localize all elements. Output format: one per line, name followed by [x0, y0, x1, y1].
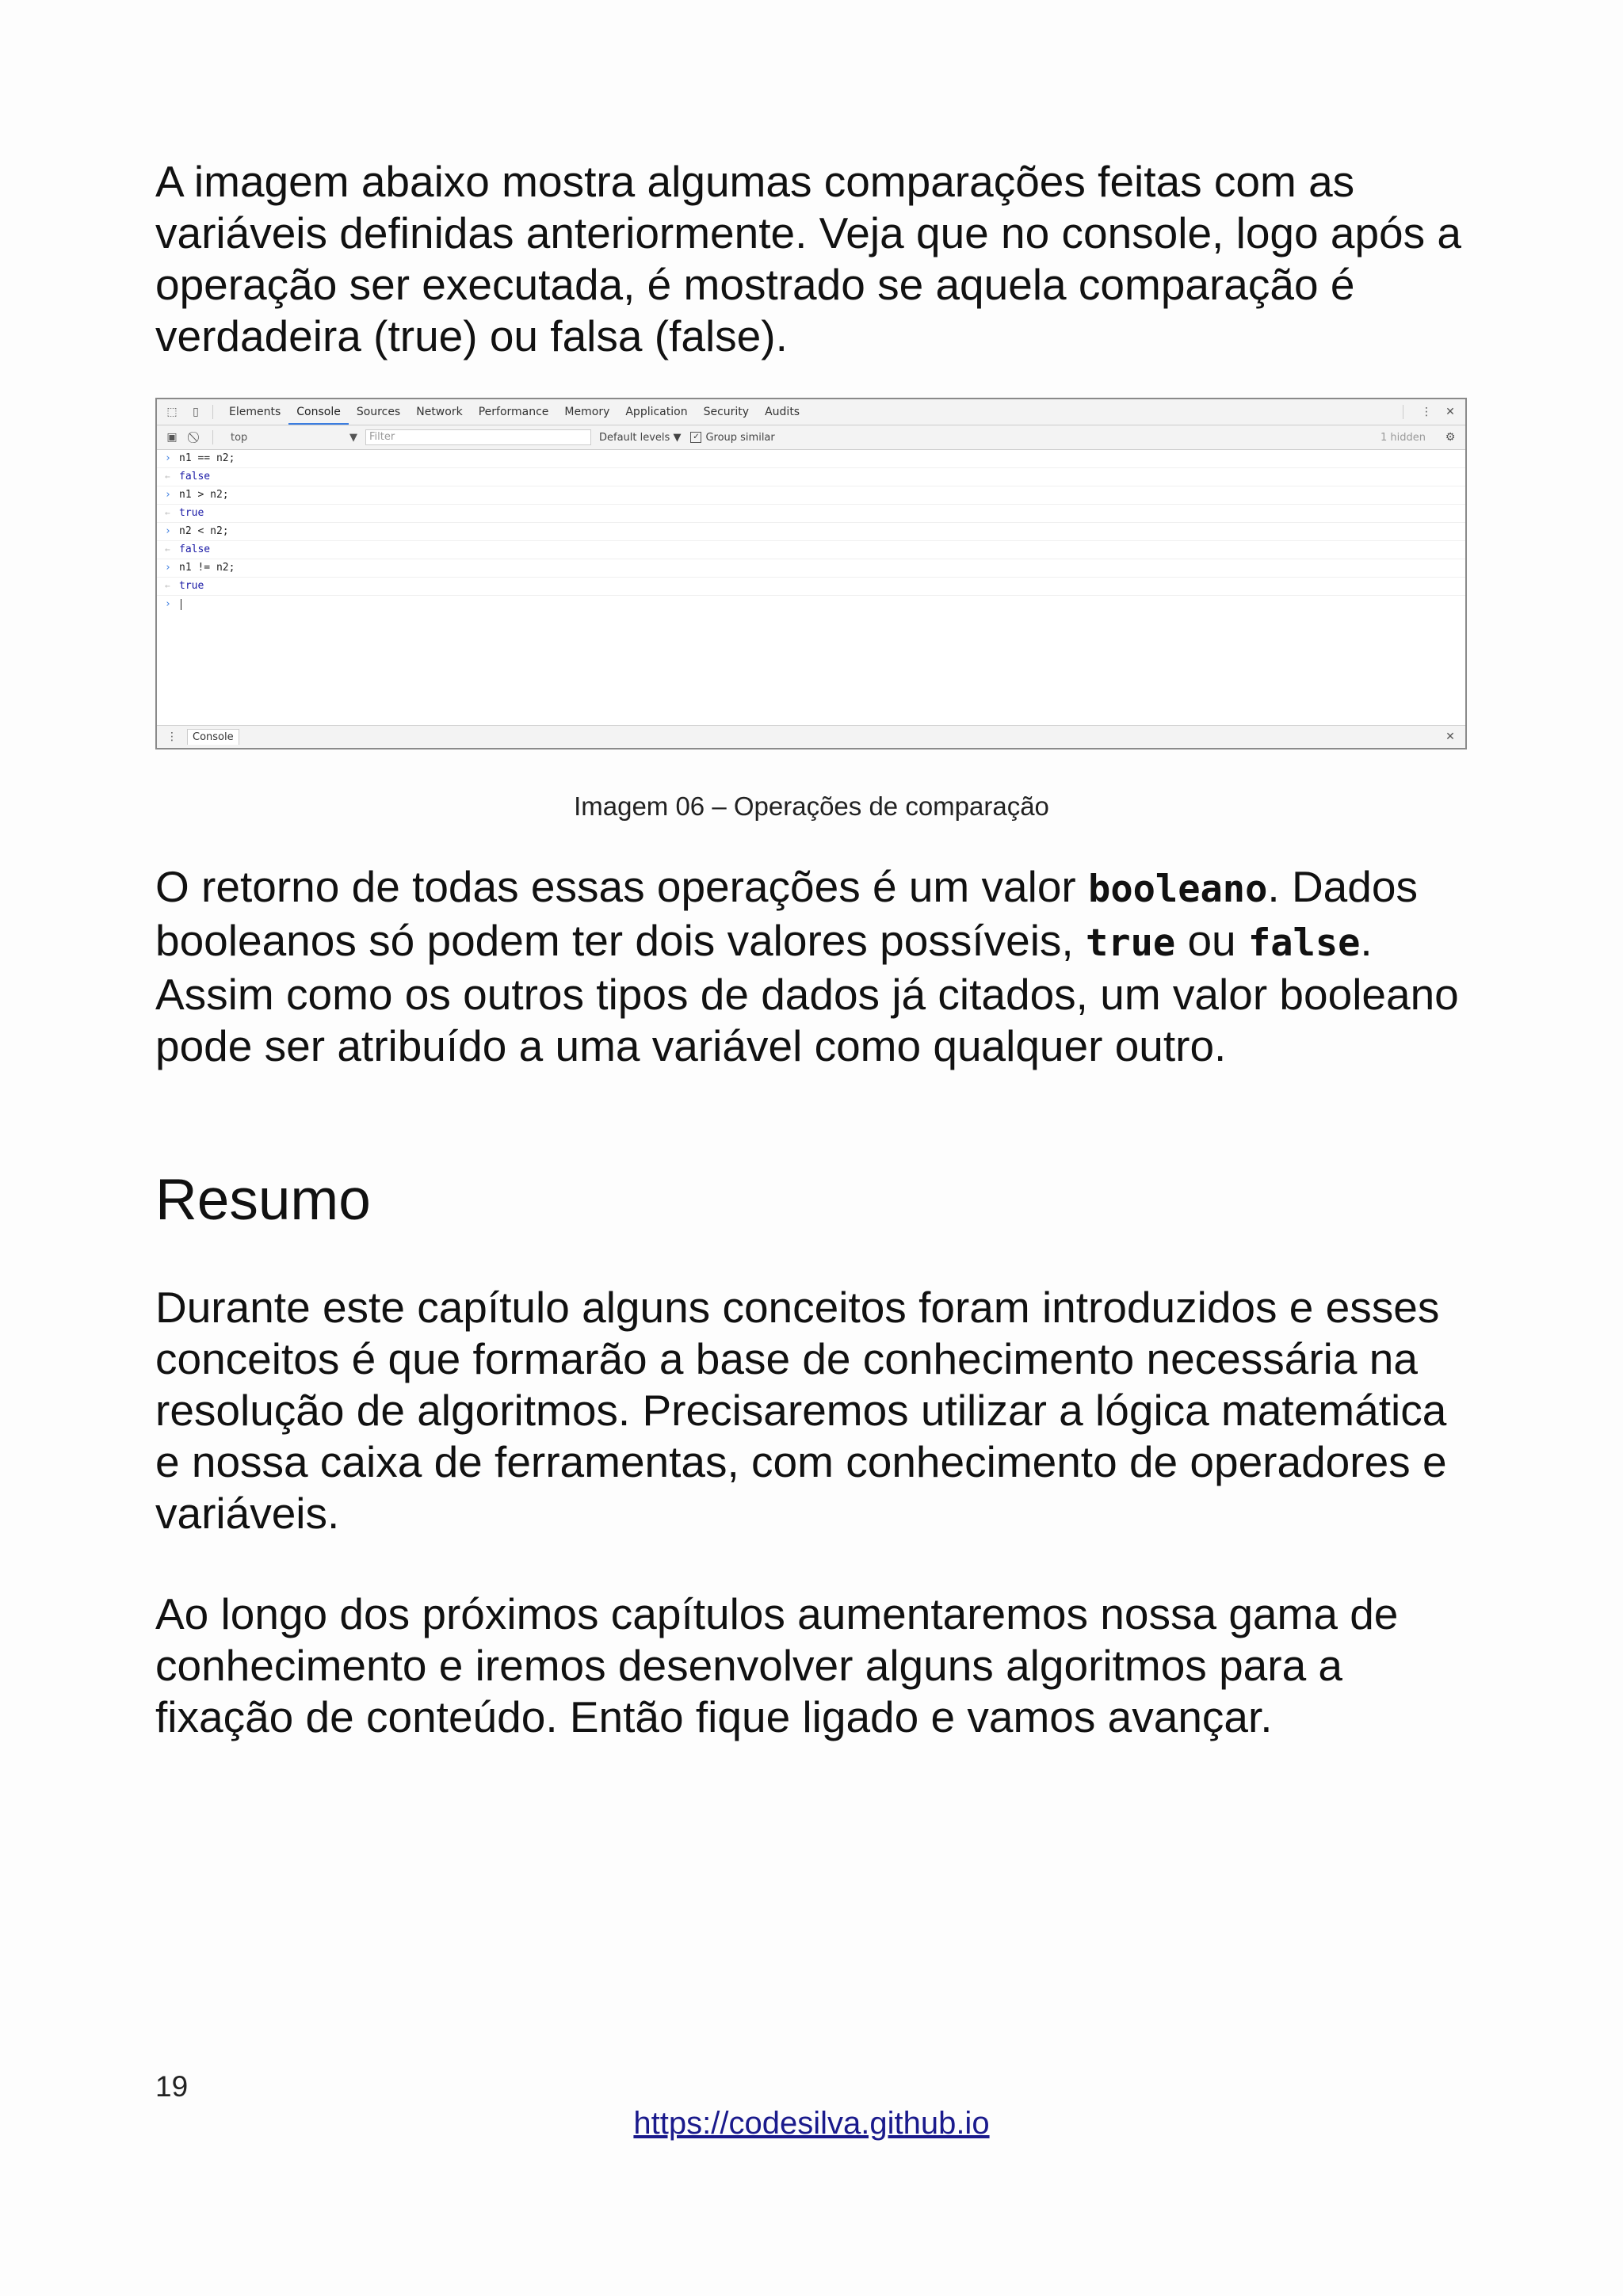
console-line: › n1 > n2; — [157, 486, 1465, 505]
prompt-icon: › — [165, 562, 171, 574]
inline-code: false — [1247, 921, 1361, 965]
prompt-icon: › — [165, 598, 171, 610]
group-similar-checkbox: ✓ — [690, 432, 701, 443]
prompt-icon: › — [165, 525, 171, 537]
settings-icon: ⚙ — [1445, 431, 1456, 444]
filter-input: Filter — [365, 429, 591, 445]
console-line: ← true — [157, 578, 1465, 596]
tab-elements: Elements — [229, 406, 281, 418]
console-line: › n1 != n2; — [157, 559, 1465, 578]
tab-network: Network — [416, 406, 463, 418]
devtools-console-toolbar — [157, 425, 1465, 450]
tab-security: Security — [703, 406, 750, 418]
console-output — [157, 450, 1465, 724]
prompt-icon: › — [165, 489, 171, 501]
closing-paragraph: Ao longo dos próximos capítulos aumentaremos nossa gama de conhecimento e iremos desenvolver alguns algoritmos para a fixação de conteúdo. Então fique ligado e vamos avançar. — [155, 1589, 1399, 1741]
tab-audits: Audits — [765, 406, 800, 418]
inline-code: booleano — [1088, 868, 1268, 911]
return-icon: ← — [165, 544, 170, 555]
devtools-tab-bar — [157, 399, 1465, 425]
console-line: ← false — [157, 468, 1465, 486]
console-line: ← true — [157, 505, 1465, 523]
section-heading: Resumo — [155, 1168, 371, 1232]
prompt-icon: › — [165, 452, 171, 464]
hidden-count: 1 hidden — [1381, 431, 1426, 444]
levels-dropdown: Default levels ▼ — [599, 431, 682, 444]
return-icon: ← — [165, 581, 170, 591]
return-icon: ← — [165, 471, 170, 482]
page-number: 19 — [155, 2070, 189, 2103]
boolean-paragraph: O retorno de todas essas operações é um valor booleano. Dados booleanos só podem ter dois valores possíveis, true ou false. Assim como os outros tipos de dados já citados, um valor booleano pode ser atribuído a uma variável como qualquer outro. — [155, 862, 1459, 1070]
intro-paragraph: A imagem abaixo mostra algumas comparações feitas com as variáveis definidas anteriormente. Veja que no console, logo após a operação ser executada, é mostrado se aquela comparação é verdadeira (true) ou falsa (false). — [155, 157, 1462, 360]
close-icon: ✕ — [1445, 730, 1455, 743]
more-icon: ⋮ — [166, 730, 178, 743]
tab-divider — [212, 405, 213, 419]
console-line: › n2 < n2; — [157, 523, 1465, 541]
close-icon: ✕ — [1445, 406, 1455, 418]
drawer-tab-console: Console — [187, 729, 239, 745]
tab-console: Console — [288, 399, 349, 425]
devtools-screenshot — [155, 398, 1467, 749]
context-selector — [227, 429, 361, 445]
devtools-drawer — [157, 725, 1465, 748]
chevron-down-icon: ▼ — [349, 431, 357, 444]
return-icon: ← — [165, 508, 170, 518]
tab-application: Application — [625, 406, 688, 418]
footer-link[interactable]: https://codesilva.github.io — [633, 2106, 990, 2141]
context-value: top — [231, 431, 248, 444]
device-toggle-icon: ▯ — [193, 406, 199, 418]
inline-code: true — [1086, 921, 1176, 965]
console-line: › n1 == n2; — [157, 450, 1465, 468]
clear-icon — [187, 429, 204, 446]
console-line: ← false — [157, 541, 1465, 559]
inspect-icon: ⬚ — [166, 406, 178, 418]
group-similar-label: Group similar — [705, 431, 775, 444]
tab-performance: Performance — [478, 406, 549, 418]
tab-sources: Sources — [356, 406, 401, 418]
console-input-line — [157, 596, 1465, 613]
tab-memory: Memory — [564, 406, 610, 418]
figure-caption: Imagem 06 – Operações de comparação — [574, 791, 1049, 821]
summary-paragraph: Durante este capítulo alguns conceitos foram introduzidos e esses conceitos é que formarão a base de conhecimento necessária na resolução de algoritmos. Precisaremos utilizar a lógica matemática e nossa caixa de ferramentas, com conhecimento de operadores e variáveis. — [155, 1283, 1447, 1538]
more-icon: ⋮ — [1421, 406, 1432, 418]
sidebar-icon: ▣ — [166, 431, 178, 444]
